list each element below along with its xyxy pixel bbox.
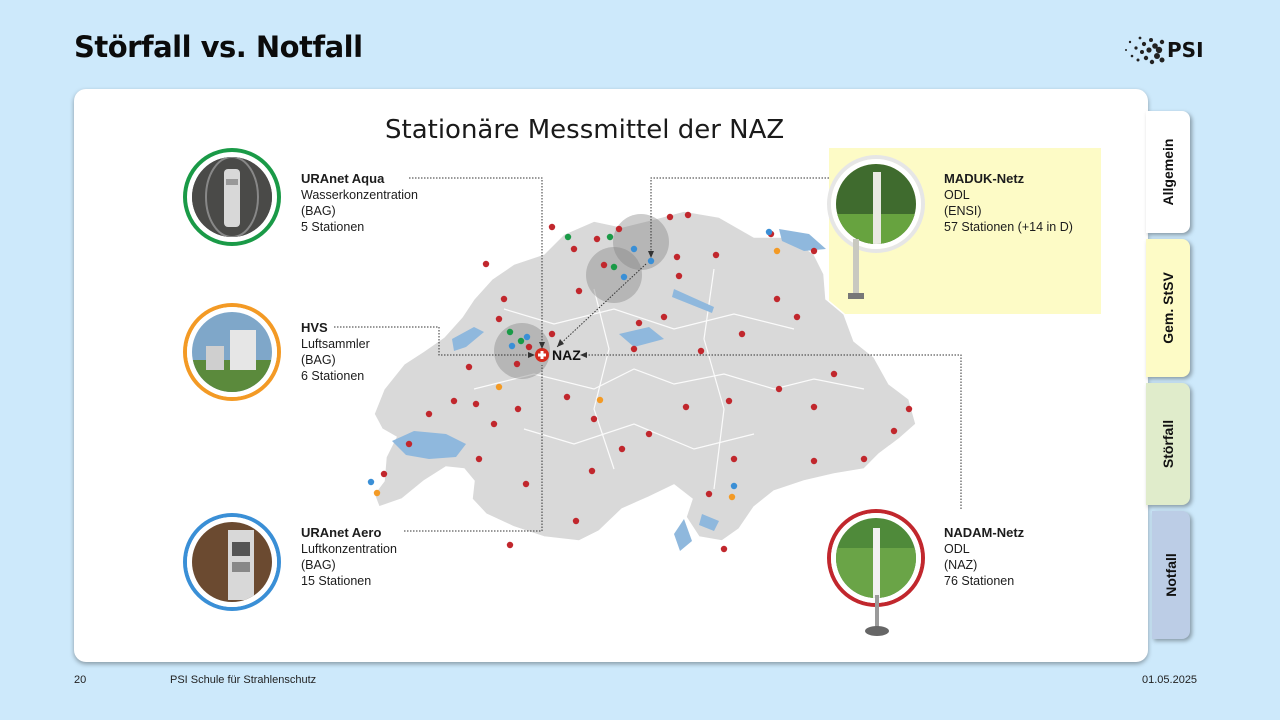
station-detail: 5 Stationen xyxy=(301,220,365,234)
maduk-netz-info xyxy=(944,171,1073,235)
uranet-aero-photo xyxy=(187,517,277,607)
uranet-aqua-info xyxy=(301,171,418,235)
station-name: MADUK-Netz xyxy=(944,171,1025,186)
tab-label: Notfall xyxy=(1163,553,1179,597)
naz-marker-icon xyxy=(535,348,549,362)
station-name: URAnet Aqua xyxy=(301,171,385,186)
tab-gem-stsv[interactable] xyxy=(1146,239,1190,377)
tab-label: Störfall xyxy=(1160,419,1176,469)
station-detail: Wasserkonzentration xyxy=(301,188,418,202)
maduk-probe-icon xyxy=(846,239,866,301)
station-name: HVS xyxy=(301,320,328,335)
footer-organization: PSI Schule für Strahlenschutz xyxy=(170,674,317,686)
station-detail: ODL xyxy=(944,542,970,556)
station-detail: 57 Stationen (+14 in D) xyxy=(944,220,1073,234)
station-name: URAnet Aero xyxy=(301,525,382,540)
station-detail: ODL xyxy=(944,188,970,202)
station-detail: 76 Stationen xyxy=(944,574,1015,588)
tab-allgemein[interactable] xyxy=(1146,111,1190,233)
station-name: NADAM-Netz xyxy=(944,525,1025,540)
station-detail: (NAZ) xyxy=(944,558,978,572)
slide-title: Störfall vs. Notfall xyxy=(74,30,363,64)
content-card xyxy=(74,89,1148,662)
station-detail: Luftsammler xyxy=(301,337,370,351)
card-title: Stationäre Messmittel der NAZ xyxy=(385,115,785,145)
page-number: 20 xyxy=(74,674,87,686)
nadam-netz-info xyxy=(944,525,1024,589)
psi-logo-text: PSI xyxy=(1167,38,1204,62)
nadam-netz-photo xyxy=(831,513,921,603)
station-detail: Luftkonzentration xyxy=(301,542,397,556)
station-detail: (BAG) xyxy=(301,558,336,572)
station-detail: 6 Stationen xyxy=(301,369,365,383)
uranet-aero-info xyxy=(301,525,397,589)
tab-stoerfall[interactable] xyxy=(1146,383,1190,505)
hvs-photo xyxy=(187,307,277,397)
uranet-aqua-photo xyxy=(187,152,277,242)
naz-label: NAZ xyxy=(552,347,581,363)
station-detail: 15 Stationen xyxy=(301,574,372,588)
tab-notfall[interactable] xyxy=(1152,511,1190,639)
lake-maggiore xyxy=(674,519,692,551)
hvs-info xyxy=(301,320,370,384)
maduk-netz-photo xyxy=(831,159,921,249)
station-detail: (BAG) xyxy=(301,204,336,218)
tab-label: Gem. StSV xyxy=(1160,272,1176,344)
footer-date: 01.05.2025 xyxy=(1142,674,1198,686)
tab-label: Allgemein xyxy=(1160,138,1176,206)
station-detail: (ENSI) xyxy=(944,204,982,218)
nadam-probe-icon xyxy=(862,595,892,637)
station-detail: (BAG) xyxy=(301,353,336,367)
